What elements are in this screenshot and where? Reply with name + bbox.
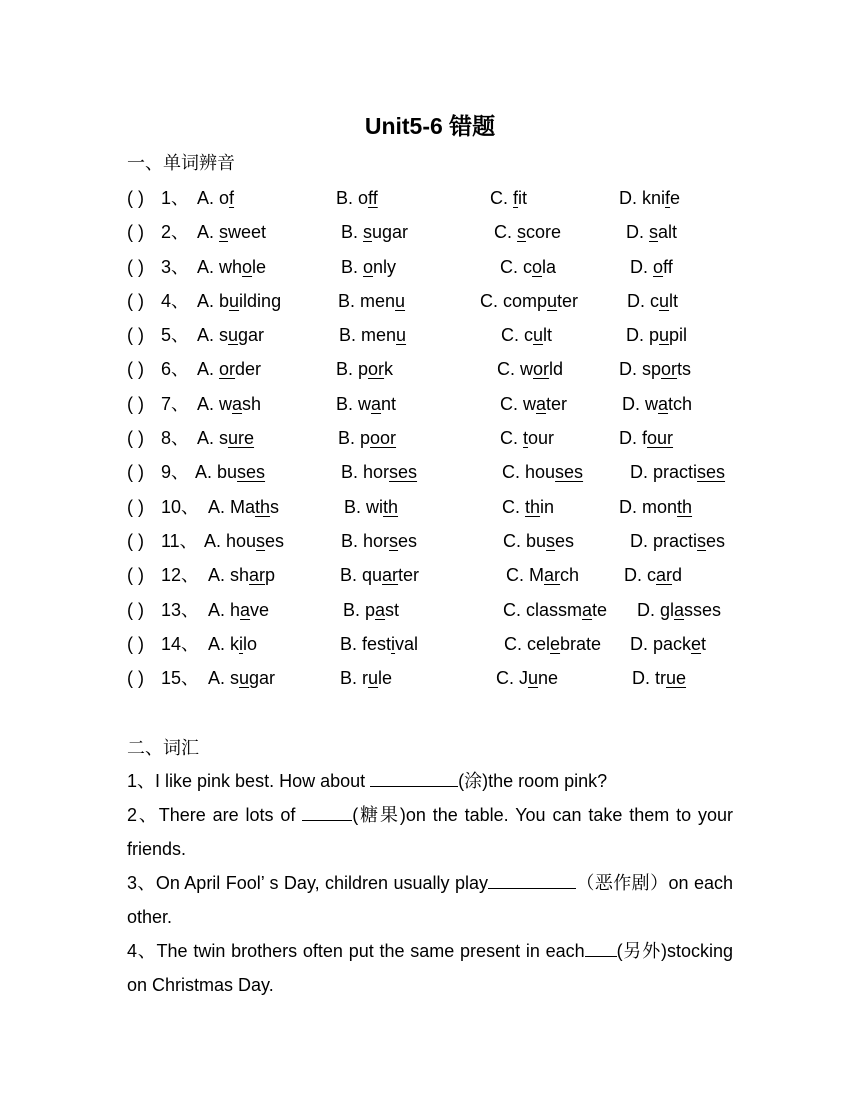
option-text: A. Ma xyxy=(208,496,256,517)
list-item xyxy=(0,250,860,284)
option-a xyxy=(208,627,257,661)
underlined-letters: ar xyxy=(656,565,673,586)
answer-bracket[interactable]: ( ) xyxy=(127,530,144,551)
underlined-letters: s xyxy=(256,530,266,551)
option-b xyxy=(341,524,417,558)
option-d xyxy=(619,421,673,455)
option-c xyxy=(494,215,561,249)
option-text: B. p xyxy=(338,428,371,449)
option-text: st xyxy=(385,599,400,620)
question-text: 2、There are lots of xyxy=(127,805,303,825)
underlined-letters: o xyxy=(532,256,543,277)
option-a xyxy=(208,558,275,592)
option-text: D. sp xyxy=(619,359,662,380)
option-text: D. tr xyxy=(632,668,666,689)
answer-blank[interactable] xyxy=(302,802,352,821)
option-text: lt xyxy=(669,290,679,311)
underlined-letters: u xyxy=(228,325,239,346)
underlined-letters: u xyxy=(547,290,558,311)
option-b xyxy=(344,490,398,524)
option-text: ugar xyxy=(372,222,409,243)
option-c xyxy=(500,421,554,455)
option-text: le xyxy=(252,256,267,277)
underlined-letters: f xyxy=(229,188,235,208)
item-number: 6、 xyxy=(161,359,190,380)
underlined-letters: u xyxy=(239,668,250,689)
list-item xyxy=(0,490,860,524)
option-a xyxy=(197,318,264,352)
option-text: core xyxy=(526,222,562,243)
underlined-letters: u xyxy=(659,290,670,311)
option-b xyxy=(340,661,392,695)
underlined-letters: or xyxy=(533,359,550,380)
answer-blank[interactable] xyxy=(488,870,576,889)
option-text: nt xyxy=(381,393,397,414)
option-text: in xyxy=(540,496,555,517)
underlined-letters: e xyxy=(691,633,702,654)
option-text: d xyxy=(672,565,683,586)
option-a xyxy=(197,250,266,284)
option-a xyxy=(208,490,279,524)
option-text: D. kni xyxy=(619,188,666,208)
option-text: A. hou xyxy=(204,530,257,551)
option-text: D. c xyxy=(627,290,660,311)
option-text: es xyxy=(265,530,285,551)
option-text: ter xyxy=(398,565,420,586)
item-number: 2、 xyxy=(161,222,190,243)
option-text: C. cel xyxy=(504,633,551,654)
option-text: it xyxy=(518,188,528,208)
option-text: B. hor xyxy=(341,462,390,483)
option-text: C. classm xyxy=(503,599,583,620)
option-text: C. w xyxy=(497,359,533,380)
underlined-letters: e xyxy=(550,633,561,654)
option-b xyxy=(338,284,405,318)
option-text: A. sh xyxy=(208,565,250,586)
option-d xyxy=(619,181,680,215)
option-a xyxy=(197,352,261,386)
underlined-letters: s xyxy=(363,222,373,243)
option-text: ve xyxy=(250,599,270,620)
option-text: ts xyxy=(677,359,692,380)
option-text: B. wi xyxy=(344,496,384,517)
underlined-letters: s xyxy=(546,530,556,551)
option-text: p xyxy=(265,565,276,586)
option-text: D. mon xyxy=(619,496,678,517)
underlined-letters: a xyxy=(232,393,243,414)
option-text: C. J xyxy=(496,668,529,689)
option-c xyxy=(480,284,578,318)
answer-blank[interactable] xyxy=(370,768,458,787)
option-b xyxy=(341,215,408,249)
option-text: A. bu xyxy=(195,462,238,483)
option-text: B. r xyxy=(340,668,369,689)
underlined-letters: ff xyxy=(368,188,378,208)
option-text: A. w xyxy=(197,393,233,414)
option-c xyxy=(496,661,558,695)
option-text: D. pack xyxy=(630,633,692,654)
answer-bracket[interactable]: ( ) xyxy=(127,668,144,689)
option-text: B. o xyxy=(336,188,369,208)
option-text: alt xyxy=(658,222,678,243)
answer-bracket[interactable]: ( ) xyxy=(127,599,144,620)
option-text: A. s xyxy=(208,668,240,689)
underlined-letters: a xyxy=(674,599,685,620)
option-text: A. h xyxy=(208,599,241,620)
underlined-letters: u xyxy=(395,290,406,311)
option-d xyxy=(626,318,687,352)
question-text: 1、I like pink best. How about xyxy=(127,771,371,791)
underlined-letters: ses xyxy=(237,462,266,483)
underlined-letters: f xyxy=(665,188,671,208)
option-d xyxy=(637,593,721,627)
option-text: es xyxy=(398,530,418,551)
item-number: 15、 xyxy=(161,668,200,689)
list-item xyxy=(0,593,860,627)
list-item xyxy=(0,318,860,352)
option-text: C. xyxy=(490,188,514,208)
option-text: B. p xyxy=(343,599,376,620)
item-number: 14、 xyxy=(161,633,200,654)
item-number: 10、 xyxy=(161,496,200,517)
option-text: A. wh xyxy=(197,256,243,277)
option-text: B. w xyxy=(336,393,372,414)
option-a xyxy=(208,593,269,627)
option-text: der xyxy=(235,359,262,380)
answer-bracket[interactable]: ( ) xyxy=(127,359,144,380)
option-text: C. c xyxy=(501,325,534,346)
option-text: e xyxy=(670,188,681,208)
option-text: ter xyxy=(546,393,568,414)
underlined-letters: ses xyxy=(555,462,584,483)
vocab-question-4 xyxy=(127,934,733,1002)
vocab-question-2 xyxy=(127,798,733,866)
underlined-letters: s xyxy=(697,530,707,551)
option-text: k xyxy=(384,359,394,380)
vocab-question-1 xyxy=(127,764,733,798)
list-item xyxy=(0,421,860,455)
underlined-letters: ar xyxy=(382,565,399,586)
answer-blank[interactable] xyxy=(585,938,617,957)
underlined-letters: our xyxy=(647,428,674,449)
underlined-letters: ue xyxy=(666,668,687,689)
page-title: Unit5-6 错题 xyxy=(364,113,496,139)
underlined-letters: or xyxy=(661,359,678,380)
option-text: nly xyxy=(373,256,397,277)
option-text: D. practi xyxy=(630,530,698,551)
question-text: 3、On April Fool’ s Day, children usually play xyxy=(127,873,488,893)
option-text: D. xyxy=(626,222,650,243)
option-text: C. xyxy=(494,222,518,243)
item-number: 7、 xyxy=(161,393,190,414)
answer-bracket[interactable]: ( ) xyxy=(127,188,144,208)
underlined-letters: oor xyxy=(370,428,397,449)
underlined-letters: a xyxy=(375,599,386,620)
option-text: B. fest xyxy=(340,633,392,654)
option-a xyxy=(197,284,281,318)
option-text: C. bu xyxy=(503,530,547,551)
underlined-letters: u xyxy=(659,325,670,346)
underlined-letters: s xyxy=(517,222,527,243)
option-text: A. b xyxy=(197,290,230,311)
section-heading-pronunciation: 一、单词辨音 xyxy=(127,153,235,173)
answer-bracket[interactable]: ( ) xyxy=(127,325,144,346)
option-text: C. w xyxy=(500,393,536,414)
list-item xyxy=(0,627,860,661)
option-text: A. s xyxy=(197,428,229,449)
option-d xyxy=(630,455,725,489)
option-d xyxy=(619,352,691,386)
option-d xyxy=(627,284,678,318)
item-number: 5、 xyxy=(161,325,190,346)
option-text: B. xyxy=(341,222,364,243)
underlined-letters: a xyxy=(536,393,547,414)
option-text: lt xyxy=(543,325,553,346)
list-item xyxy=(0,524,860,558)
option-d xyxy=(626,215,677,249)
answer-bracket[interactable]: ( ) xyxy=(127,565,144,586)
option-text: our xyxy=(528,428,555,449)
option-text: D. xyxy=(630,256,654,277)
option-text: D. p xyxy=(626,325,660,346)
list-item xyxy=(0,284,860,318)
option-a xyxy=(195,455,265,489)
option-text: A. s xyxy=(197,325,229,346)
option-c xyxy=(502,490,554,524)
option-a xyxy=(197,181,234,215)
option-text: D. c xyxy=(624,565,657,586)
option-b xyxy=(340,627,418,661)
option-text: A. xyxy=(197,222,220,243)
underlined-letters: o xyxy=(653,256,664,277)
option-text: la xyxy=(542,256,557,277)
option-text: val xyxy=(395,633,419,654)
answer-bracket[interactable]: ( ) xyxy=(127,428,144,449)
answer-bracket[interactable]: ( ) xyxy=(127,290,144,311)
underlined-letters: th xyxy=(383,496,399,517)
underlined-letters: s xyxy=(649,222,659,243)
option-text: A. o xyxy=(197,188,230,208)
option-d xyxy=(619,490,692,524)
option-text: gar xyxy=(249,668,276,689)
list-item xyxy=(0,387,860,421)
underlined-letters: a xyxy=(658,393,669,414)
vocab-question-3 xyxy=(127,866,733,934)
list-item xyxy=(0,661,860,695)
option-text: C. comp xyxy=(480,290,548,311)
list-item xyxy=(0,181,860,215)
option-text: B. men xyxy=(338,290,396,311)
option-c xyxy=(501,318,552,352)
underlined-letters: ar xyxy=(544,565,561,586)
option-a xyxy=(197,387,261,421)
underlined-letters: th xyxy=(525,496,541,517)
option-text: sh xyxy=(242,393,262,414)
option-text: B. qu xyxy=(340,565,383,586)
underlined-letters: i xyxy=(391,633,396,654)
underlined-letters: ses xyxy=(389,462,418,483)
answer-bracket[interactable]: ( ) xyxy=(127,393,144,414)
option-text: B. hor xyxy=(341,530,390,551)
option-d xyxy=(630,524,725,558)
option-text: weet xyxy=(228,222,267,243)
underlined-letters: u xyxy=(528,668,539,689)
item-number: 3、 xyxy=(161,256,190,277)
option-b xyxy=(336,387,396,421)
underlined-letters: u xyxy=(229,290,240,311)
option-text: ne xyxy=(538,668,559,689)
option-text: D. w xyxy=(622,393,658,414)
list-item xyxy=(0,215,860,249)
option-text: pil xyxy=(669,325,688,346)
option-text: tch xyxy=(668,393,693,414)
underlined-letters: f xyxy=(513,188,519,208)
option-c xyxy=(503,593,607,627)
option-a xyxy=(197,215,266,249)
underlined-letters: a xyxy=(240,599,251,620)
option-c xyxy=(504,627,601,661)
underlined-letters: u xyxy=(368,668,379,689)
option-c xyxy=(503,524,574,558)
answer-bracket[interactable]: ( ) xyxy=(127,222,144,243)
item-number: 1、 xyxy=(161,188,190,208)
item-number: 4、 xyxy=(161,290,190,311)
option-d xyxy=(630,627,706,661)
option-text: A. k xyxy=(208,633,240,654)
question-text: 4、The twin brothers often put the same present in each xyxy=(127,941,585,961)
option-text: D. gl xyxy=(637,599,675,620)
option-b xyxy=(341,455,417,489)
underlined-letters: u xyxy=(396,325,407,346)
option-text: C. M xyxy=(506,565,544,586)
option-a xyxy=(197,421,254,455)
option-d xyxy=(622,387,692,421)
underlined-letters: t xyxy=(523,428,529,449)
underlined-letters: th xyxy=(677,496,693,517)
option-text: C. xyxy=(500,428,524,449)
option-b xyxy=(336,181,378,215)
option-a xyxy=(204,524,284,558)
pronunciation-list xyxy=(0,181,860,695)
underlined-letters: a xyxy=(582,599,593,620)
underlined-letters: ses xyxy=(697,462,726,483)
item-number: 11、 xyxy=(161,530,198,551)
option-c xyxy=(502,455,583,489)
option-b xyxy=(336,352,393,386)
chinese-hint: (涂)the room pink? xyxy=(458,771,608,791)
option-text: B. men xyxy=(339,325,397,346)
option-text: C. c xyxy=(500,256,533,277)
item-number: 9、 xyxy=(161,462,190,483)
answer-bracket[interactable]: ( ) xyxy=(127,496,144,517)
list-item xyxy=(0,352,860,386)
underlined-letters: or xyxy=(368,359,385,380)
answer-bracket[interactable]: ( ) xyxy=(127,633,144,654)
option-c xyxy=(497,352,563,386)
option-text: t xyxy=(701,633,707,654)
option-c xyxy=(500,250,556,284)
option-b xyxy=(338,421,396,455)
section-heading-vocabulary: 二、词汇 xyxy=(127,738,199,758)
option-text: sses xyxy=(684,599,722,620)
option-text: D. practi xyxy=(630,462,698,483)
option-c xyxy=(490,181,527,215)
chinese-hint: (另外)stocking on Christmas Day. xyxy=(127,941,733,996)
option-text: brate xyxy=(560,633,602,654)
underlined-letters: or xyxy=(219,359,236,380)
option-text: D. f xyxy=(619,428,648,449)
option-text: es xyxy=(555,530,575,551)
list-item xyxy=(0,455,860,489)
item-number: 12、 xyxy=(161,565,200,586)
underlined-letters: ure xyxy=(228,428,255,449)
option-b xyxy=(340,558,419,592)
option-text: C. hou xyxy=(502,462,556,483)
answer-bracket[interactable]: ( ) xyxy=(127,462,144,483)
option-b xyxy=(341,250,396,284)
option-d xyxy=(632,661,686,695)
option-text: B. p xyxy=(336,359,369,380)
underlined-letters: o xyxy=(242,256,253,277)
option-text: ff xyxy=(663,256,673,277)
underlined-letters: o xyxy=(363,256,374,277)
option-b xyxy=(343,593,399,627)
underlined-letters: th xyxy=(255,496,271,517)
underlined-letters: s xyxy=(219,222,229,243)
item-number: 8、 xyxy=(161,428,190,449)
option-a xyxy=(208,661,275,695)
underlined-letters: i xyxy=(239,633,244,654)
option-text: C. xyxy=(502,496,526,517)
option-text: s xyxy=(270,496,280,517)
option-text: le xyxy=(378,668,393,689)
chinese-hint: （恶作剧）on each other. xyxy=(127,873,733,928)
underlined-letters: u xyxy=(533,325,544,346)
list-item xyxy=(0,558,860,592)
option-text: ch xyxy=(560,565,580,586)
option-d xyxy=(624,558,682,592)
underlined-letters: s xyxy=(389,530,399,551)
option-text: ter xyxy=(557,290,579,311)
option-text: B. xyxy=(341,256,364,277)
option-text: ilding xyxy=(239,290,282,311)
item-number: 13、 xyxy=(161,599,200,620)
underlined-letters: a xyxy=(371,393,382,414)
underlined-letters: ar xyxy=(249,565,266,586)
answer-bracket[interactable]: ( ) xyxy=(127,256,144,277)
option-text: gar xyxy=(238,325,265,346)
option-text: te xyxy=(592,599,608,620)
option-c xyxy=(506,558,579,592)
option-c xyxy=(500,387,567,421)
option-text: lo xyxy=(243,633,258,654)
chinese-hint: (糖果)on the table. You can take them to your friends. xyxy=(127,805,733,860)
option-d xyxy=(630,250,673,284)
option-b xyxy=(339,318,406,352)
option-text: ld xyxy=(549,359,564,380)
option-text: A. xyxy=(197,359,220,380)
option-text: es xyxy=(706,530,726,551)
